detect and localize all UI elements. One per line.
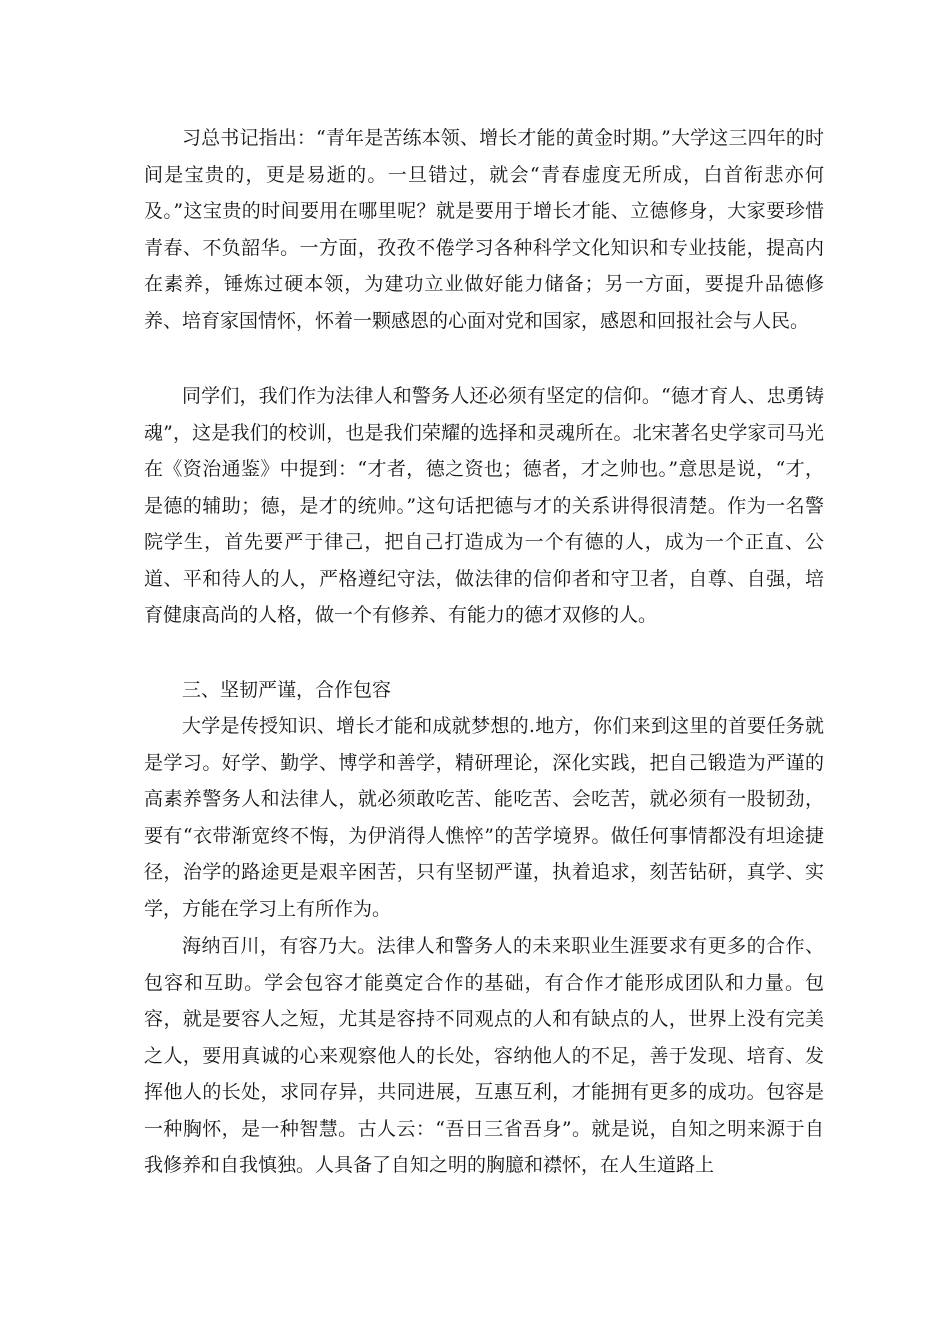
paragraph-faith-virtue: 同学们，我们作为法律人和警务人还必须有坚定的信仰。“德才育人、忠勇铸魂”，这是我们的校训，也是我们荣耀的选择和灵魂所在。北宋著名史学家司马光在《资治通鉴》中提到：“才者，德之资也；德者，才之帅也。”意思是说，“才，是德的辅助；德，是才的统帅。”这句话把德与才的关系讲得很清楚。作为一名警院学生，首先要严于律己，把自己打造成为一个有德的人，成为一个正直、公道、平和待人的人，严格遵纪守法，做法律的信仰者和守卫者，自尊、自强，培育健康高尚的人格，做一个有修养、有能力的德才双修的人。 [144,385,824,626]
paragraph-cooperation-tolerance: 海纳百川，有容乃大。法律人和警务人的未来职业生涯要求有更多的合作、包容和互助。学会包容才能奠定合作的基础，有合作才能形成团队和力量。包容，就是要容人之短，尤其是容持不同观点的人和有缺点的人，世界上没有完美之人，要用真诚的心来观察他人的长处，容纳他人的不足，善于发现、培育、发挥他人的长处，求同存异，共同进展，互惠互利，才能拥有更多的成功。包容是一种胸怀，是一种智慧。古人云：“吾日三省吾身”。就是说，自知之明来源于自我修养和自我慎独。人具备了自知之明的胸臆和襟怀，在人生道路上 [144,935,824,1176]
section-heading-three: 三、坚韧严谨，合作包容 [182,679,392,701]
paragraph-study-tenacity: 大学是传授知识、增长才能和成就梦想的.地方，你们来到这里的首要任务就是学习。好学、勤学、博学和善学，精研理论，深化实践，把自己锻造为严谨的高素养警务人和法律人，就必须敢吃苦、能吃苦、会吃苦，就必须有一股韧劲，要有“衣带渐宽终不悔，为伊消得人憔悴”的苦学境界。做任何事情都没有坦途捷径，治学的路途更是艰辛困苦，只有坚韧严谨，执着追求，刻苦钻研，真学、实学，方能在学习上有所作为。 [144,715,824,920]
paragraph-youth-time: 习总书记指出：“青年是苦练本领、增长才能的黄金时期。”大学这三四年的时间是宝贵的，更是易逝的。一旦错过，就会“青春虚度无所成，白首衔悲亦何及。”这宝贵的时间要用在哪里呢？就是要用于增长才能、立德修身，大家要珍惜青春、不负韶华。一方面，孜孜不倦学习各种科学文化知识和专业技能，提高内在素养，锤炼过硬本领，为建功立业做好能力储备；另一方面，要提升品德修养、培育家国情怀，怀着一颗感恩的心面对党和国家，感恩和回报社会与人民。 [144,127,824,332]
